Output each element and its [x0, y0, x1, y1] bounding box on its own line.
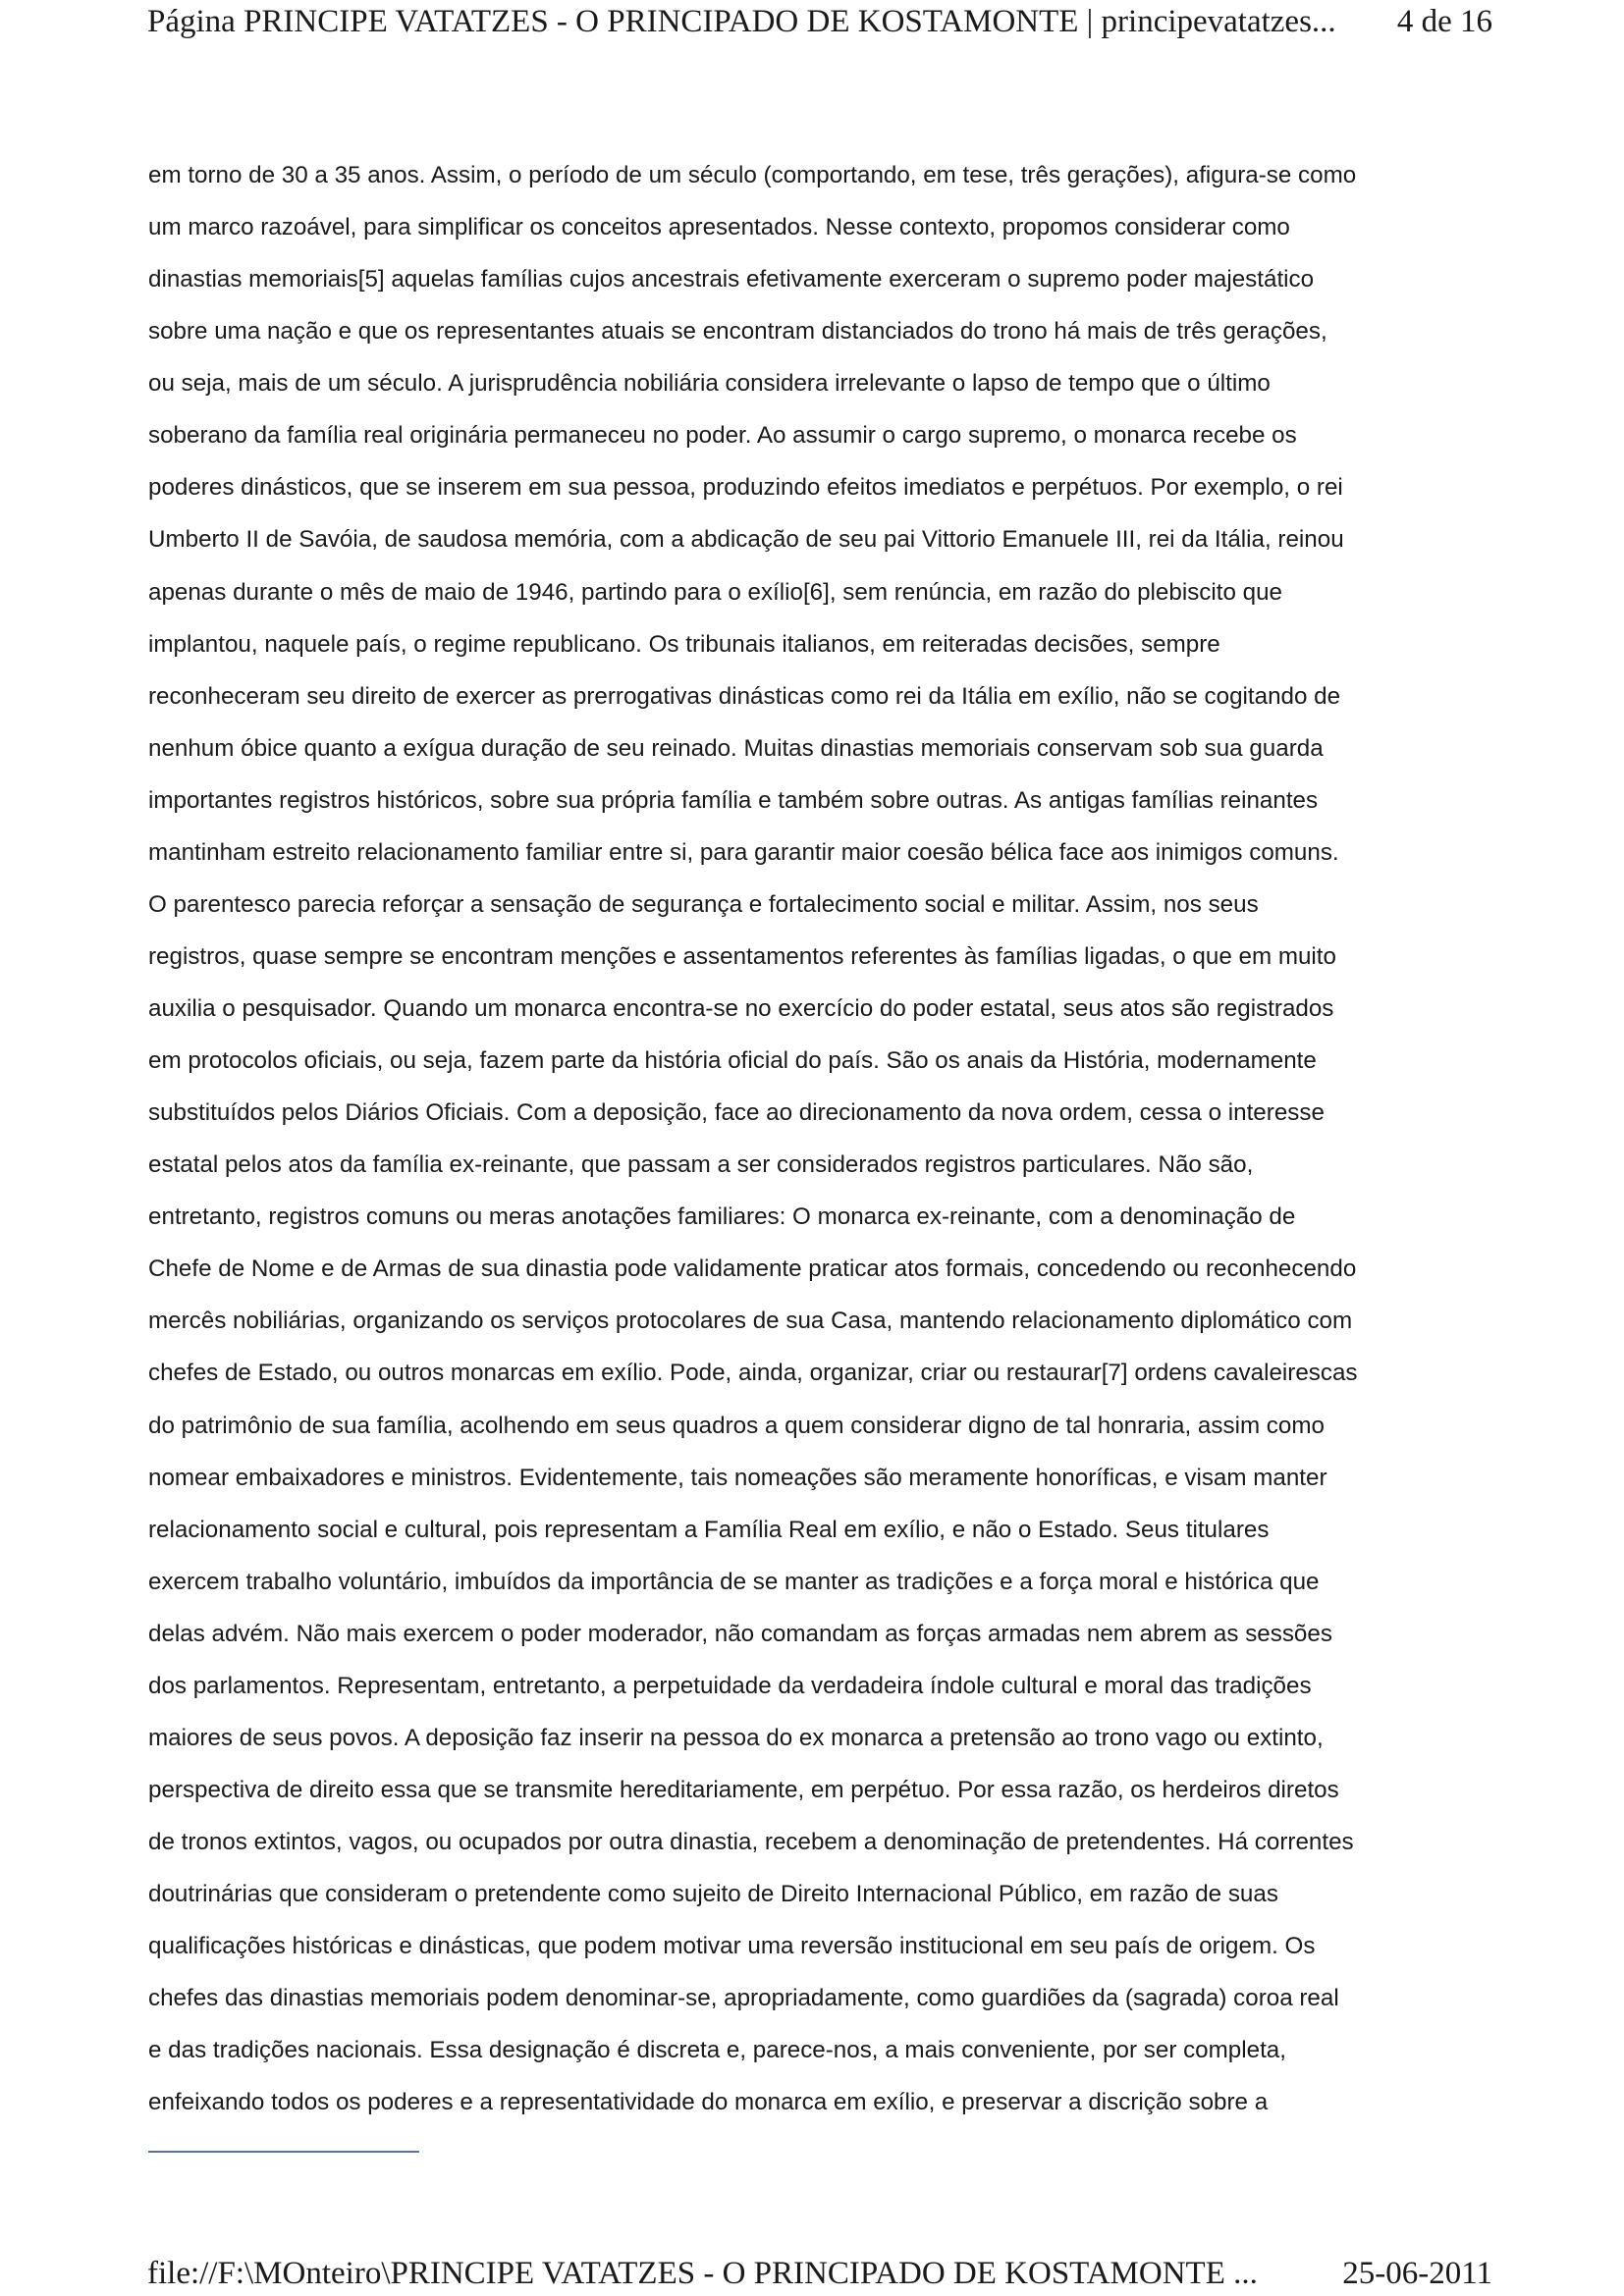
body-line: em protocolos oficiais, ou seja, fazem parte da história oficial do país. São os anais da História, modernamente — [148, 1047, 1317, 1075]
body-text — [148, 149, 1484, 2128]
body-line: relacionamento social e cultural, pois representam a Família Real em exílio, e não o Estado. Seus titulares — [148, 1516, 1270, 1543]
body-line: importantes registros históricos, sobre sua própria família e também sobre outras. As antigas famílias reinantes — [148, 786, 1319, 814]
body-line: maiores de seus povos. A deposição faz inserir na pessoa do ex monarca a pretensão ao trono vago ou extinto, — [148, 1724, 1324, 1751]
body-line: exercem trabalho voluntário, imbuídos da importância de se manter as tradições e a força moral e histórica que — [148, 1568, 1320, 1595]
body-line: substituídos pelos Diários Oficiais. Com a deposição, face ao direcionamento da nova ordem, cessa o interesse — [148, 1099, 1325, 1127]
body-line: perspectiva de direito essa que se transmite hereditariamente, em perpétuo. Por essa razão, os herdeiros diretos — [148, 1776, 1339, 1803]
body-line: implantou, naquele país, o regime republicano. Os tribunais italianos, em reiteradas decisões, sempre — [148, 630, 1220, 658]
body-line: entretanto, registros comuns ou meras anotações familiares: O monarca ex-reinante, com a denominação de — [148, 1203, 1296, 1231]
body-line: nomear embaixadores e ministros. Evidentemente, tais nomeações são meramente honoríficas, e visam manter — [148, 1464, 1327, 1491]
body-line: enfeixando todos os poderes e a representatividade do monarca em exílio, e preservar a discrição sobre a — [148, 2089, 1269, 2116]
body-line: Umberto II de Savóia, de saudosa memória, com a abdicação de seu pai Vittorio Emanuele III, rei da Itália, reinou — [148, 526, 1344, 554]
body-line: em torno de 30 a 35 anos. Assim, o período de um século (comportando, em tese, três gerações), afigura-se como — [148, 162, 1357, 188]
body-line: um marco razoável, para simplificar os conceitos apresentados. Nesse contexto, propomos considerar como — [148, 214, 1290, 241]
body-line: qualificações históricas e dinásticas, que podem motivar uma reversão institucional em seu país de origem. Os — [148, 1933, 1316, 1960]
body-line: dos parlamentos. Representam, entretanto, a perpetuidade da verdadeira índole cultural e moral das tradições — [148, 1672, 1312, 1699]
body-line: nenhum óbice quanto a exígua duração de seu reinado. Muitas dinastias memoriais conservam sob sua guarda — [148, 734, 1324, 762]
body-line: poderes dinásticos, que se inserem em sua pessoa, produzindo efeitos imediatos e perpétuos. Por exemplo, o rei — [148, 474, 1343, 502]
body-line: e das tradições nacionais. Essa designação é discreta e, parece-nos, a mais conveniente, por ser completa, — [148, 2037, 1286, 2064]
body-line: chefes das dinastias memoriais podem denominar-se, apropriadamente, como guardiões da (sagrada) coroa real — [148, 1985, 1339, 2012]
page-footer — [147, 2252, 1492, 2296]
body-line: registros, quase sempre se encontram menções e assentamentos referentes às famílias ligadas, o que em muito — [148, 942, 1336, 970]
header-title: Página PRINCIPE VATATZES - O PRINCIPADO DE KOSTAMONTE | principevatatzes... — [147, 4, 1336, 39]
body-line: apenas durante o mês de maio de 1946, partindo para o exílio[6], sem renúncia, em razão do plebiscito que — [148, 578, 1283, 606]
body-line: soberano da família real originária permaneceu no poder. Ao assumir o cargo supremo, o monarca recebe os — [148, 422, 1297, 450]
body-line: do patrimônio de sua família, acolhendo em seus quadros a quem considerar digno de tal honraria, assim como — [148, 1412, 1325, 1439]
body-line: de tronos extintos, vagos, ou ocupados por outra dinastia, recebem a denominação de pretendentes. Há correntes — [148, 1829, 1354, 1855]
body-line: mantinham estreito relacionamento familiar entre si, para garantir maior coesão bélica face aos inimigos comuns. — [148, 838, 1339, 866]
body-line: Chefe de Nome e de Armas de sua dinastia pode validamente praticar atos formais, concedendo ou reconhecendo — [148, 1255, 1357, 1283]
body-line: mercês nobiliárias, organizando os serviços protocolares de sua Casa, mantendo relacionamento diplomático com — [148, 1308, 1353, 1335]
body-line: dinastias memoriais[5] aquelas famílias cujos ancestrais efetivamente exerceram o supremo poder majestático — [148, 266, 1315, 294]
footnote-separator — [148, 2151, 419, 2153]
body-line: chefes de Estado, ou outros monarcas em exílio. Pode, ainda, organizar, criar ou restaurar[7] ordens cavaleirescas — [148, 1360, 1358, 1387]
body-line: reconheceram seu direito de exercer as prerrogativas dinásticas como rei da Itália em exílio, não se cogitando de — [148, 682, 1341, 710]
body-line: ou seja, mais de um século. A jurisprudência nobiliária considera irrelevante o lapso de tempo que o último — [148, 370, 1271, 398]
body-line: doutrinárias que consideram o pretendente como sujeito de Direito Internacional Público, em razão de suas — [148, 1881, 1278, 1908]
page-header — [147, 0, 1492, 43]
body-line: sobre uma nação e que os representantes atuais se encontram distanciados do trono há mais de três gerações, — [148, 318, 1327, 346]
body-line: delas advém. Não mais exercem o poder moderador, não comandam as forças armadas nem abrem as sessões — [148, 1620, 1332, 1647]
file-path: file://F:\MOnteiro\PRINCIPE VATATZES - O PRINCIPADO DE KOSTAMONTE ... — [147, 2256, 1258, 2291]
page-indicator: 4 de 16 — [1396, 4, 1492, 39]
print-date: 25-06-2011 — [1342, 2256, 1492, 2291]
body-line: estatal pelos atos da família ex-reinante, que passam a ser considerados registros particulares. Não são, — [148, 1151, 1254, 1179]
body-line: O parentesco parecia reforçar a sensação de segurança e fortalecimento social e militar. Assim, nos seus — [148, 890, 1259, 918]
body-line: auxilia o pesquisador. Quando um monarca encontra-se no exercício do poder estatal, seus atos são registrados — [148, 995, 1334, 1022]
